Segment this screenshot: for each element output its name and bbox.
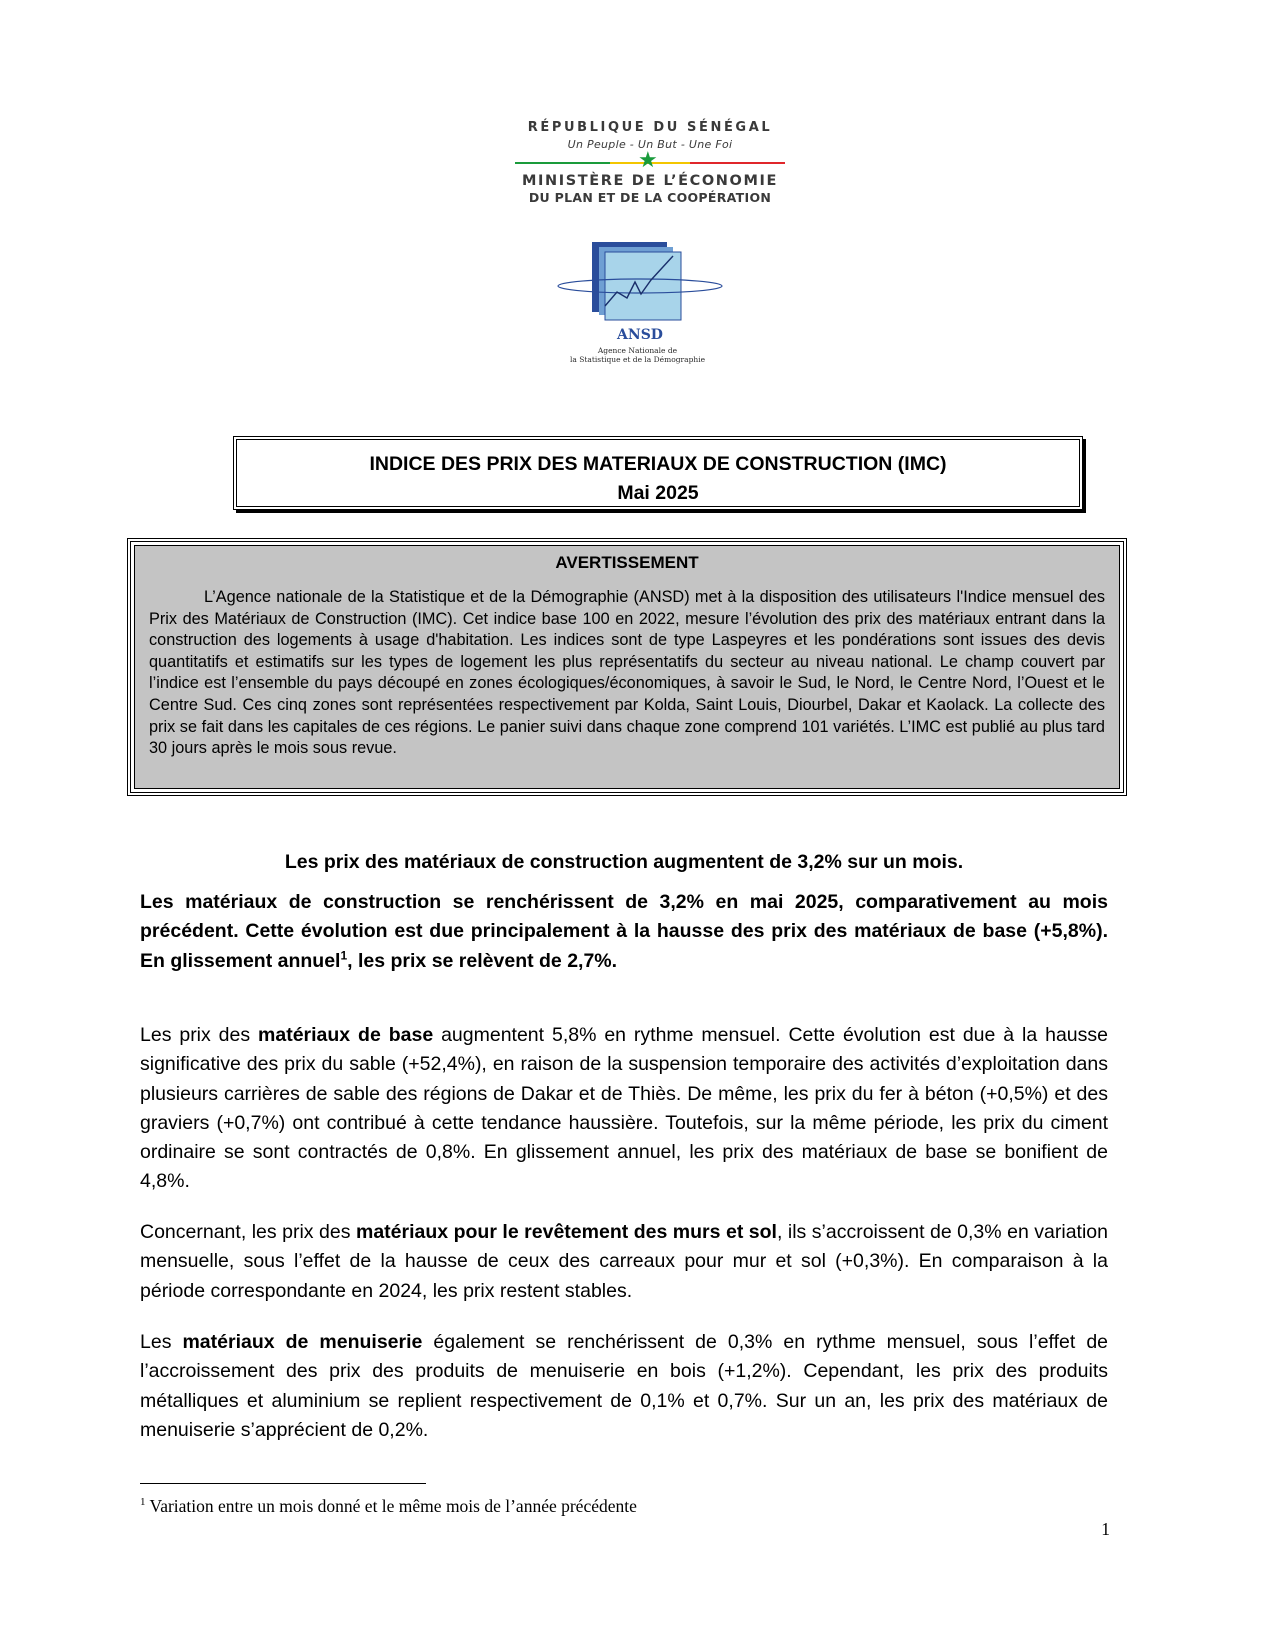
paragraph-keyword: matériaux de menuiserie bbox=[182, 1331, 423, 1353]
ansd-acronym: ANSD bbox=[617, 327, 663, 343]
headline: Les prix des matériaux de construction augmentent de 3,2% sur un mois. bbox=[284, 851, 964, 873]
warning-box bbox=[127, 538, 1127, 796]
ansd-full-name-line1: Agence Nationale de bbox=[597, 346, 678, 355]
ansd-full-name-line2: la Statistique et de la Démographie bbox=[569, 355, 706, 364]
ansd-full-name bbox=[555, 346, 720, 364]
document-title: INDICE DES PRIX DES MATERIAUX DE CONSTRUCTION (IMC) bbox=[369, 453, 947, 475]
flag-stripe bbox=[515, 148, 785, 173]
lead-text: Les matériaux de construction se renchérissent de 3,2% en mai 2025, comparativement au mois précédent. Cette évolution est due principalement à la hausse des prix des matériaux de base (+5,8%). En glissement annuel bbox=[140, 891, 1108, 972]
paragraph-joinery-materials bbox=[140, 1328, 1108, 1445]
paragraph-base-materials bbox=[140, 1021, 1108, 1197]
ministry-header bbox=[510, 120, 790, 205]
footnote bbox=[140, 1491, 1040, 1517]
ministry-name-line2: DU PLAN ET DE LA COOPÉRATION bbox=[528, 190, 772, 205]
footnote-text: Variation entre un mois donné et le même mois de l’année précédente bbox=[149, 1495, 637, 1516]
footnote-number: 1 bbox=[140, 1496, 146, 1508]
flag-green-bar bbox=[515, 162, 610, 164]
paragraph-keyword: matériaux de base bbox=[258, 1024, 434, 1046]
warning-body: L’Agence nationale de la Statistique et de la Démographie (ANSD) met à la disposition des utilisateurs l'Indice mensuel des Prix des Matériaux de Construction (IMC). Cet indice base 100 en 2022, mesure l’évolution des prix des matériaux entrant dans la construction des logements à usage d'habitation. Les indices sont de type Laspeyres et les pondérations sont issues des devis quantitatifs et estimatifs sur les types de logement les plus représentatifs du secteur au niveau national. Le champ couvert par l’indice est l’ensemble du pays découpé en zones écologiques/économiques, à savoir le Sud, le Nord, le Centre Nord, l’Ouest et le Centre Sud. Ces cinq zones sont représentées respectivement par Kolda, Saint Louis, Diourbel, Dakar et Kaolack. La collecte des prix se fait dans les capitales de ces régions. Le panier suivi dans chaque zone comprend 101 variétés. L’IMC est publié au plus tard 30 jours après le mois sous revue. bbox=[149, 588, 1105, 758]
paragraph-text: augmentent 5,8% en rythme mensuel. Cette évolution est due à la hausse significative des prix du sable (+52,4%), en raison de la suspension temporaire des activités d’exploitation dans plusieurs carrières de sable des régions de Dakar et de Thiès. De même, les prix du fer à béton (+0,5%) et des graviers (+0,7%) ont contribué à cette tendance haussière. Toutefois, sur la même période, les prix du ciment ordinaire se sont contractés de 0,8%. En glissement annuel, les prix des matériaux de base se bonifient de 4,8%. bbox=[140, 1024, 1108, 1193]
paragraph-text: Concernant, les prix des bbox=[140, 1221, 356, 1243]
star-icon: ★ bbox=[638, 148, 658, 173]
paragraph-text: , ils s’accroissent de 0,3% en variation mensuelle, sous l’effet de la hausse de ceux des carreaux pour mur et sol (+0,3%). En comparaison à la période correspondante en 2024, les prix restent stables. bbox=[140, 1221, 1108, 1302]
paragraph-keyword: matériaux pour le revêtement des murs et sol bbox=[355, 1221, 777, 1243]
document-period: Mai 2025 bbox=[617, 482, 699, 504]
page-number: 1 bbox=[1101, 1519, 1110, 1539]
paragraph-text: Les prix des bbox=[140, 1024, 259, 1046]
paragraph-text: également se renchérissent de 0,3% en rythme mensuel, sous l’effet de l’accroissement des prix des produits de menuiserie en bois (+1,2%). Cependant, les prix des produits métalliques et aluminium se replient respectivement de 0,1% et 0,7%. Sur un an, les prix des matériaux de menuiserie s’apprécient de 0,2%. bbox=[140, 1331, 1109, 1441]
lead-paragraph bbox=[140, 888, 1108, 976]
footnote-separator bbox=[140, 1483, 426, 1484]
flag-red-bar bbox=[690, 162, 785, 164]
paragraph-wall-floor-materials bbox=[140, 1218, 1108, 1306]
national-motto: Un Peuple - Un But - Une Foi bbox=[567, 138, 733, 151]
document-title-box bbox=[233, 436, 1083, 510]
ansd-logo bbox=[555, 240, 725, 370]
warning-panel bbox=[134, 545, 1120, 789]
paragraph-text: Les bbox=[140, 1331, 183, 1353]
footnote-reference: 1 bbox=[340, 948, 348, 963]
lead-text-end: , les prix se relèvent de 2,7%. bbox=[347, 949, 618, 972]
warning-heading: AVERTISSEMENT bbox=[555, 553, 699, 572]
republic-name: RÉPUBLIQUE DU SÉNÉGAL bbox=[527, 120, 773, 135]
ministry-name-line1: MINISTÈRE DE L’ÉCONOMIE bbox=[522, 173, 778, 189]
ansd-chart-icon bbox=[555, 240, 725, 330]
